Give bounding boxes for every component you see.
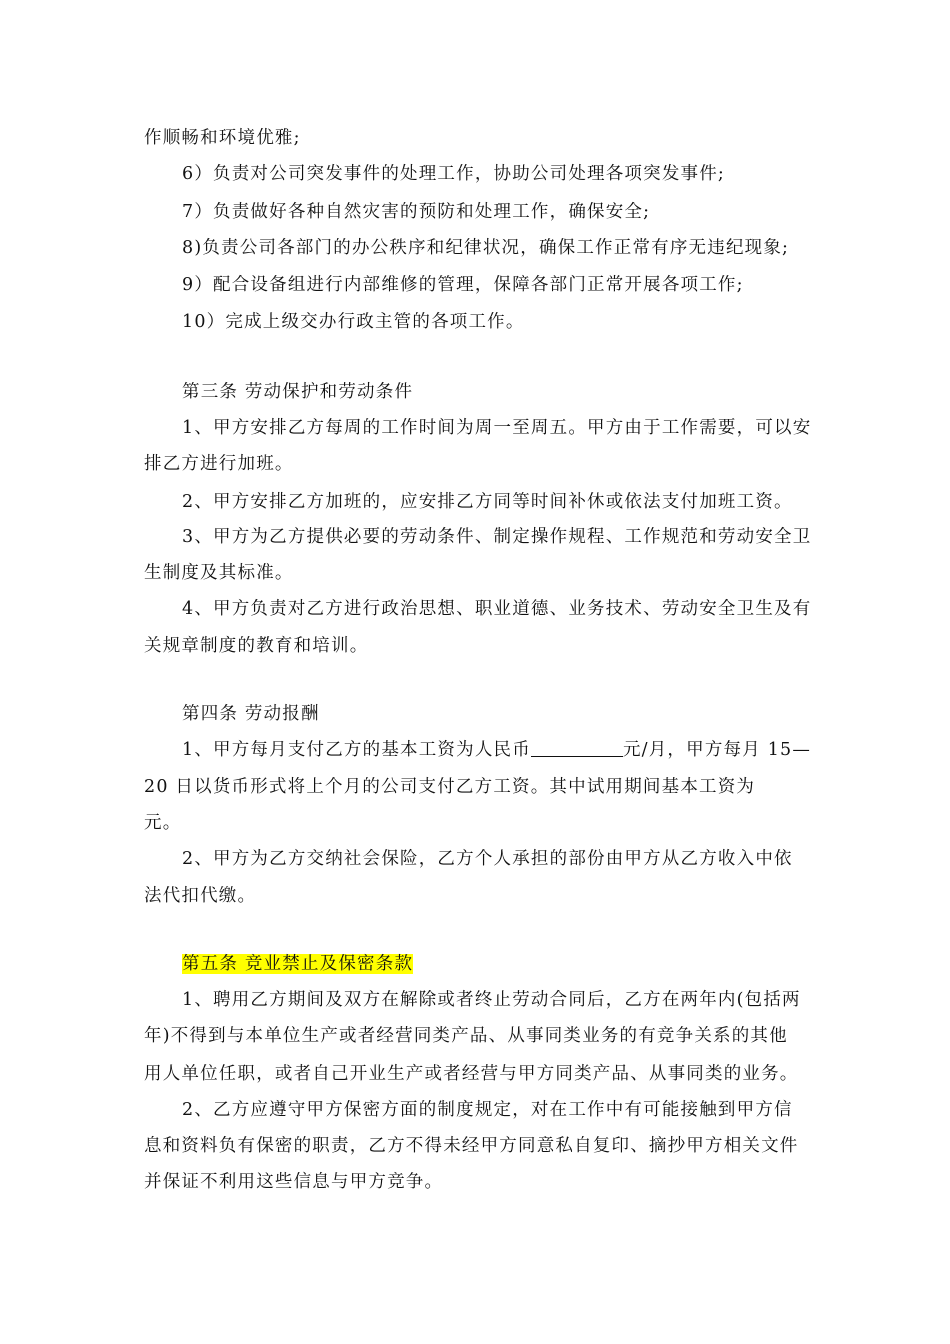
duty-item-9: 9）配合设备组进行内部维修的管理，保障各部门正常开展各项工作; bbox=[182, 275, 744, 295]
section-5-title bbox=[182, 952, 814, 976]
clause-3-2: 2、甲方安排乙方加班的，应安排乙方同等时间补休或依法支付加班工资。 bbox=[182, 492, 793, 512]
clause-4-1-text-a: 1、甲方每月支付乙方的基本工资为人民币 bbox=[182, 740, 531, 760]
section-3-title: 第三条 劳动保护和劳动条件 bbox=[182, 382, 414, 402]
clause-4-1 bbox=[182, 738, 814, 762]
duty-item-8: 8)负责公司各部门的办公秩序和纪律状况，确保工作正常有序无违纪现象; bbox=[182, 238, 790, 258]
clause-3-3: 3、甲方为乙方提供必要的劳动条件、制定操作规程、工作规范和劳动安全卫 bbox=[182, 527, 812, 547]
clause-5-1: 1、聘用乙方期间及双方在解除或者终止劳动合同后，乙方在两年内(包括两 bbox=[182, 990, 801, 1010]
section-5-title-highlight: 第五条 竞业禁止及保密条款 bbox=[182, 954, 414, 974]
clause-3-4: 4、甲方负责对乙方进行政治思想、职业道德、业务技术、劳动安全卫生及有 bbox=[182, 599, 812, 619]
salary-blank-line bbox=[531, 738, 623, 757]
section-4-title: 第四条 劳动报酬 bbox=[182, 704, 320, 724]
clause-4-2-cont: 法代扣代缴。 bbox=[144, 886, 257, 906]
clause-5-2-cont: 息和资料负有保密的职责，乙方不得未经甲方同意私自复印、摘抄甲方相关文件 bbox=[144, 1136, 799, 1156]
clause-3-4-cont: 关规章制度的教育和培训。 bbox=[144, 636, 369, 656]
clause-4-1-text-b: 元/月，甲方每月 15— bbox=[622, 740, 812, 760]
clause-5-1-cont: 年)不得到与本单位生产或者经营同类产品、从事同类业务的有竞争关系的其他 bbox=[144, 1026, 788, 1046]
clause-3-1: 1、甲方安排乙方每周的工作时间为周一至周五。甲方由于工作需要，可以安 bbox=[182, 418, 812, 438]
clause-4-1-cont2: 元。 bbox=[144, 813, 182, 833]
clause-4-2: 2、甲方为乙方交纳社会保险，乙方个人承担的部份由甲方从乙方收入中依 bbox=[182, 849, 793, 869]
duty-item-10: 10）完成上级交办行政主管的各项工作。 bbox=[182, 312, 525, 332]
clause-5-2-cont2: 并保证不利用这些信息与甲方竞争。 bbox=[144, 1172, 444, 1192]
duty-item-7: 7）负责做好各种自然灾害的预防和处理工作，确保安全; bbox=[182, 202, 651, 222]
clause-4-1-cont: 20 日以货币形式将上个月的公司支付乙方工资。其中试用期间基本工资为 bbox=[144, 777, 756, 797]
clause-3-3-cont: 生制度及其标准。 bbox=[144, 563, 294, 583]
clause-5-1-cont2: 用人单位任职，或者自己开业生产或者经营与甲方同类产品、从事同类的业务。 bbox=[144, 1064, 799, 1084]
clause-3-1-cont: 排乙方进行加班。 bbox=[144, 454, 294, 474]
duty-item-6: 6）负责对公司突发事件的处理工作，协助公司处理各项突发事件; bbox=[182, 164, 726, 184]
clause-5-2: 2、乙方应遵守甲方保密方面的制度规定，对在工作中有可能接触到甲方信 bbox=[182, 1100, 793, 1120]
body-line: 作顺畅和环境优雅; bbox=[144, 128, 301, 148]
